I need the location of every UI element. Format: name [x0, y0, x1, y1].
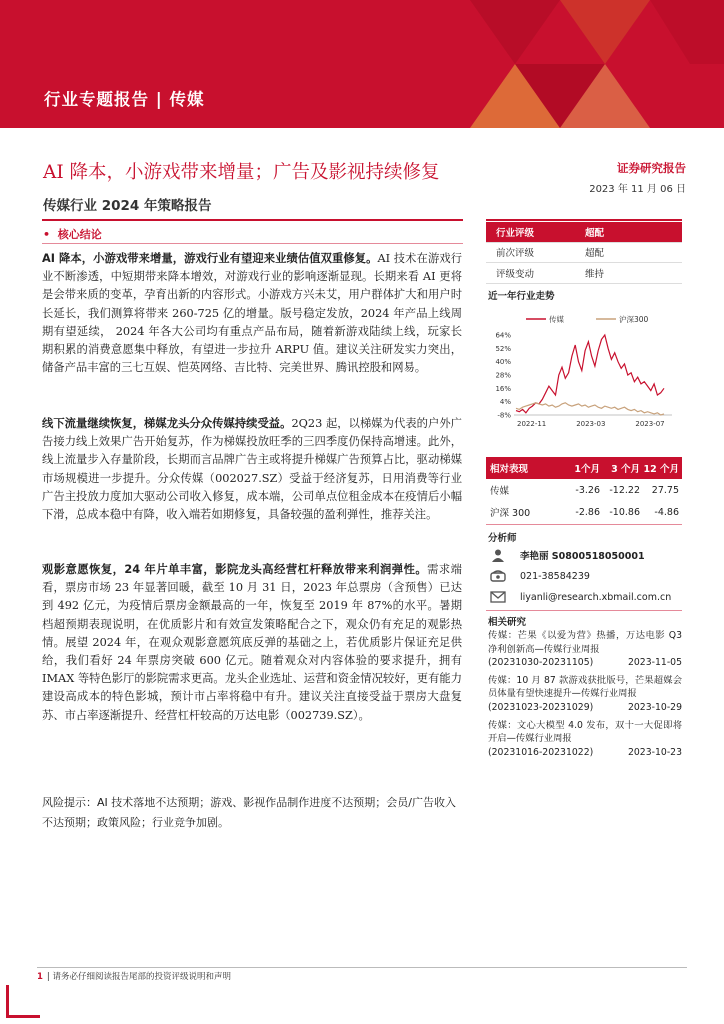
analyst-name: 李艳丽 S0800518050001 — [520, 551, 645, 562]
rating-key: 评级变动 — [496, 268, 535, 280]
header-banner — [0, 0, 724, 128]
banner-title: 行业专题报告 | 传媒 — [44, 90, 205, 109]
footer — [37, 970, 231, 982]
related-item[interactable] — [488, 674, 682, 715]
analyst-phone: 021-38584239 — [520, 570, 590, 582]
y-tick-label: 28% — [495, 371, 511, 380]
paragraph-body: AI 技术在游戏行业不断渗透，中短期带来降本增效，对游戏行业的影响逐渐显现。长期来看 AI 更将是会带来质的变革，孕育出新的内容形式。小游戏方兴未艾，用户群体扩大和用户时长延长，我们测算将带来 260-725 亿的增量。版号稳定发放，2024 年产品上线周期有望延续， 2024 年各大公司均有重点产品布局，随着新游戏陆续上线，玩家长期积累的消费意愿集中释放，有望进一步拉升 ARPU 值。建议关注研发实力突出，储备产品丰富的三七互娱、恺英网络、吉比特、完美世界、腾讯控股和网易。 — [42, 252, 462, 375]
related-date: 2023-10-23 — [627, 746, 682, 758]
y-tick-label: 16% — [495, 384, 511, 393]
y-tick-label: -8% — [497, 411, 511, 420]
rating-key: 前次评级 — [496, 248, 535, 260]
analyst-email-row — [488, 590, 671, 604]
performance-row — [486, 479, 682, 501]
paragraph-lead: 观影意愿恢复，24 年片单丰富，影院龙头高经营杠杆释放带来利润弹性。 — [42, 563, 428, 576]
rating-row — [486, 263, 682, 284]
perf-3m: -10.86 — [609, 506, 640, 518]
perf-3m: -12.22 — [609, 484, 640, 496]
report-date: 2023 年 11 月 06 日 — [589, 184, 686, 195]
rating-row — [486, 222, 682, 243]
analyst-divider — [486, 610, 682, 611]
performance-header-row — [486, 457, 682, 479]
phone-icon — [488, 569, 508, 583]
y-tick-label: 52% — [495, 344, 511, 353]
paragraph-body: 需求端看，票房市场 23 年显著回暖，截至 10 月 31 日，2023 年总票房（含预售）已达到 492 亿元，为疫情后票房金额最高的一年，恢复至 2019 年 87%的水平。暑期档超预期表现说明，在优质影片和有效宣发策略配合之下，观众仍有充足的观影热情。展望 2024 年，在观众观影意愿筑底反弹的基础之上，若优质影片保证充足供给，我们看好 24 年票房突破 600 亿元。随着观众对内容体验的要求提升，拥有 IMAX 等特色影厅的影院需求更高。龙头企业选址、运营和资金情况较好，更有能力建设高成本的特色影城，预计市占率将稳中有升。建议关注直接受益于票房大盘复苏、市占率逐渐提升、经营杠杆较高的万达电影（002739.SZ）。 — [42, 563, 462, 722]
legend-label: 沪深300 — [619, 315, 649, 324]
perf-header: 3 个月 — [611, 464, 640, 475]
chart-title: 近一年行业走势 — [488, 291, 555, 302]
series-line — [516, 403, 664, 415]
related-meta — [488, 746, 682, 760]
email-icon — [488, 590, 508, 604]
perf-name: 传媒 — [490, 486, 510, 497]
related-meta — [488, 701, 682, 715]
section-underline — [42, 243, 463, 244]
perf-12m: -4.86 — [654, 506, 679, 518]
related-text: 传媒：文心大模型 4.0 发布，双十一大促即将开启—传媒行业周报 — [488, 719, 682, 745]
related-range: (20231023-20231029) — [488, 701, 594, 713]
rating-value: 维持 — [585, 268, 605, 280]
perf-header: 12 个月 — [643, 464, 679, 475]
rating-key: 行业评级 — [496, 227, 535, 239]
related-range: (20231016-20231022) — [488, 746, 594, 758]
x-tick-label: 2023-07 — [635, 420, 665, 428]
main-title: AI 降本，小游戏带来增量；广告及影视持续修复 — [43, 162, 440, 183]
right-divider — [486, 219, 682, 221]
related-date: 2023-10-29 — [627, 701, 682, 713]
person-icon — [488, 548, 508, 562]
legend-label: 传媒 — [549, 315, 564, 324]
related-range: (20231030-20231105) — [488, 657, 594, 669]
footer-divider — [37, 967, 687, 968]
corner-mark — [6, 985, 9, 1018]
corner-mark — [6, 1015, 40, 1018]
bullet-icon: • — [43, 228, 58, 241]
perf-header: 1个月 — [574, 464, 600, 475]
paragraph-games — [42, 250, 462, 377]
paragraph-body: 2Q23 起，以梯媒为代表的户外广告接力线上效果广告开始复苏，作为梯媒投放旺季的三四季度仍保持高增速。此外，线上流量步入存量阶段，长期而言品牌广告主或将提升梯媒广告预算占比，驱动梯媒市场规模进一步提升。分众传媒（002027.SZ）受益于经济复苏，日用消费等行业广告主投放力度加大驱动公司收入修复，成本端，公司单点位租金成本在疫情后小幅下滑，总成本稳中有降，收入端若如期修复，具备较强的盈利弹性，推荐关注。 — [42, 417, 462, 522]
perf-name: 沪深 300 — [490, 508, 531, 519]
related-text: 传媒：10 月 87 款游戏获批版号，芒果超媒会员体量有望快速提升—传媒行业周报 — [488, 674, 682, 700]
section-heading: • 核心结论 — [43, 228, 102, 241]
performance-row — [486, 501, 682, 523]
related-list — [488, 629, 682, 763]
perf-1m: -2.86 — [575, 506, 600, 518]
y-tick-label: 4% — [499, 398, 511, 407]
related-text: 传媒：芒果《以爱为营》热播，万达电影 Q3 净利创新高—传媒行业周报 — [488, 630, 682, 655]
x-tick-label: 2022-11 — [517, 420, 547, 428]
related-item[interactable] — [488, 629, 682, 670]
paragraph-ads — [42, 415, 462, 524]
related-item[interactable] — [488, 719, 682, 760]
risk-warning: 风险提示：AI 技术落地不达预期；游戏、影视作品制作进度不达预期；会员/广告收入不达预期；政策风险；行业竞争加剧。 — [42, 796, 456, 829]
page-number: 1 — [37, 972, 43, 982]
related-meta — [488, 656, 682, 670]
footer-disclaimer: | 请务必仔细阅读报告尾部的投资评级说明和声明 — [46, 972, 231, 982]
perf-1m: -3.26 — [575, 484, 600, 496]
rating-row — [486, 243, 682, 264]
left-divider — [42, 219, 463, 221]
perf-header: 相对表现 — [490, 464, 529, 475]
related-heading: 相关研究 — [488, 617, 527, 628]
report-type: 证券研究报告 — [617, 161, 686, 175]
rating-table — [486, 222, 682, 284]
analyst-phone-row — [488, 569, 590, 583]
trend-chart — [486, 305, 682, 445]
perf-divider — [486, 524, 682, 525]
paragraph-lead: AI 降本，小游戏带来增量，游戏行业有望迎来业绩估值双重修复。 — [42, 252, 378, 265]
x-tick-label: 2023-03 — [576, 420, 606, 428]
perf-12m: 27.75 — [651, 484, 679, 496]
series-line — [516, 335, 664, 413]
rating-value: 超配 — [585, 248, 605, 260]
rating-value: 超配 — [585, 227, 605, 239]
analyst-heading: 分析师 — [488, 533, 517, 544]
y-tick-label: 40% — [495, 358, 511, 367]
analyst-name-row — [488, 548, 645, 562]
paragraph-lead: 线下流量继续恢复，梯媒龙头分众传媒持续受益。 — [42, 417, 292, 430]
analyst-email[interactable]: liyanli@research.xbmail.com.cn — [520, 591, 672, 603]
y-tick-label: 64% — [495, 331, 511, 340]
subtitle: 传媒行业 2024 年策略报告 — [43, 198, 212, 214]
performance-table — [486, 457, 682, 523]
related-date: 2023-11-05 — [627, 657, 682, 669]
paragraph-film — [42, 561, 462, 725]
